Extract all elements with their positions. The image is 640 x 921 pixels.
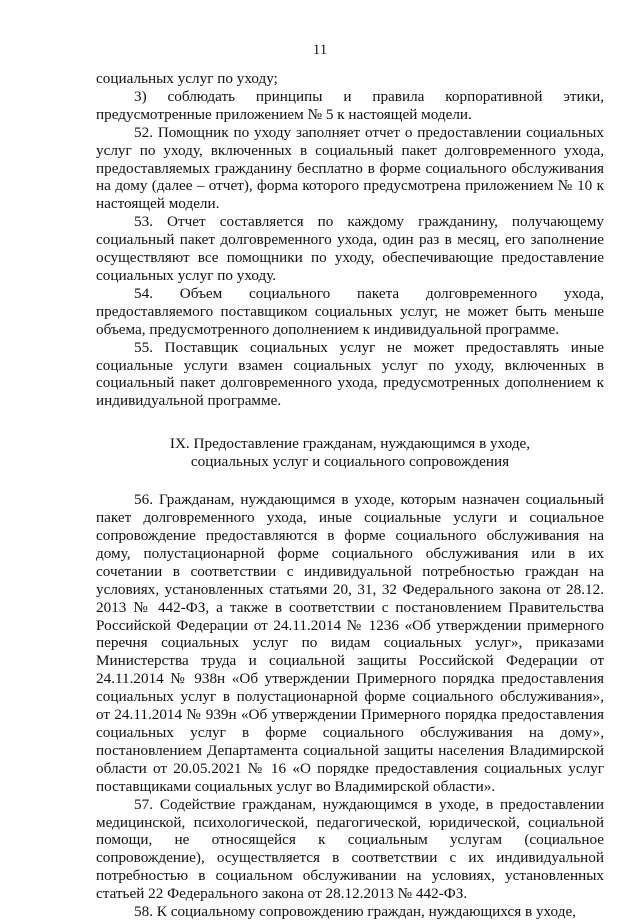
paragraph-58: 58. К социальному сопровождению граждан, нуждающихся в уходе,	[134, 903, 576, 921]
paragraph-56: 56. Гражданам, нуждающимся в уходе, которым назначен социальный пакет долговременного ухода, иные социальные услуги и социальное сопровождение предоставляются в форме социального обслуживания на дому, полустационарной форме социального обслуживания или в их сочетании в соответствии с индивидуальной потребностью граждан на условиях, установленных статьями 20, 31, 32 Федерального закона от 28.12. 2013 № 442-ФЗ, а также в соответствии с постановлением Правительства Российской Федерации от 24.11.2014 № 1236 «Об утверждении примерного перечня социальных услуг по видам социальных услуг», приказами Министерства труда и социальной защиты Российской Федерации от 24.11.2014 № 938н «Об утверждении Примерного порядка предоставления социальных услуг в полустационарной форме социального обслуживания», от 24.11.2014 № 939н «Об утверждении Примерного порядка предоставления социальных услуг в форме социального обслуживания на дому», постановлением Департамента социальной защиты населения Владимирской области от 20.05.2021 № 16 «О порядке предоставления социальных услуг поставщиками социальных услуг во Владимирской области».	[96, 491, 604, 795]
paragraph-53: 53. Отчет составляется по каждому гражданину, получающему социальный пакет долговременного ухода, один раз в месяц, его заполнение осуществляют все помощники по уходу, обеспечивающие предоставление социальных услуг по уходу.	[96, 213, 604, 284]
paragraph-54: 54. Объем социального пакета долговременного ухода, предоставляемого поставщиком социальных услуг, не может быть меньше объема, предусмотренного дополнением к индивидуальной программе.	[96, 284, 604, 338]
paragraph-continuation: социальных услуг по уходу;	[96, 70, 278, 87]
document-body	[96, 70, 604, 921]
paragraph-52: 52. Помощник по уходу заполняет отчет о предоставлении социальных услуг по уходу, включенных в социальный пакет долговременного ухода, предоставляемых гражданину бесплатно в форме социального обслуживания на дому (далее – отчет), форма которого предусмотрена приложением № 10 к настоящей модели.	[96, 123, 604, 213]
section-heading-line-2: социальных услуг и социального сопровождения	[190, 453, 510, 471]
paragraph-55: 55. Поставщик социальных услуг не может предоставлять иные социальные услуги взамен социальных услуг по уходу, включенных в социальный пакет долговременного ухода, предусмотренных дополнением к индивидуальной программе.	[96, 338, 604, 410]
section-heading-line-1: IX. Предоставление гражданам, нуждающимся в уходе,	[169, 435, 531, 453]
paragraph-57: 57. Содействие гражданам, нуждающимся в уходе, в предоставлении медицинской, психологической, педагогической, юридической, социальной помощи, не относящейся к социальным услугам (социальное сопровождение), осуществляется в соответствии с их индивидуальной потребностью в социальном обслуживании на условиях, установленных статьей 22 Федерального закона от 28.12.2013 № 442-ФЗ.	[96, 795, 604, 903]
paragraph-item-3: 3) соблюдать принципы и правила корпоративной этики, предусмотренные приложением № 5 к настоящей модели.	[96, 87, 604, 123]
page-number: 11	[312, 42, 328, 58]
section-heading	[96, 435, 604, 471]
